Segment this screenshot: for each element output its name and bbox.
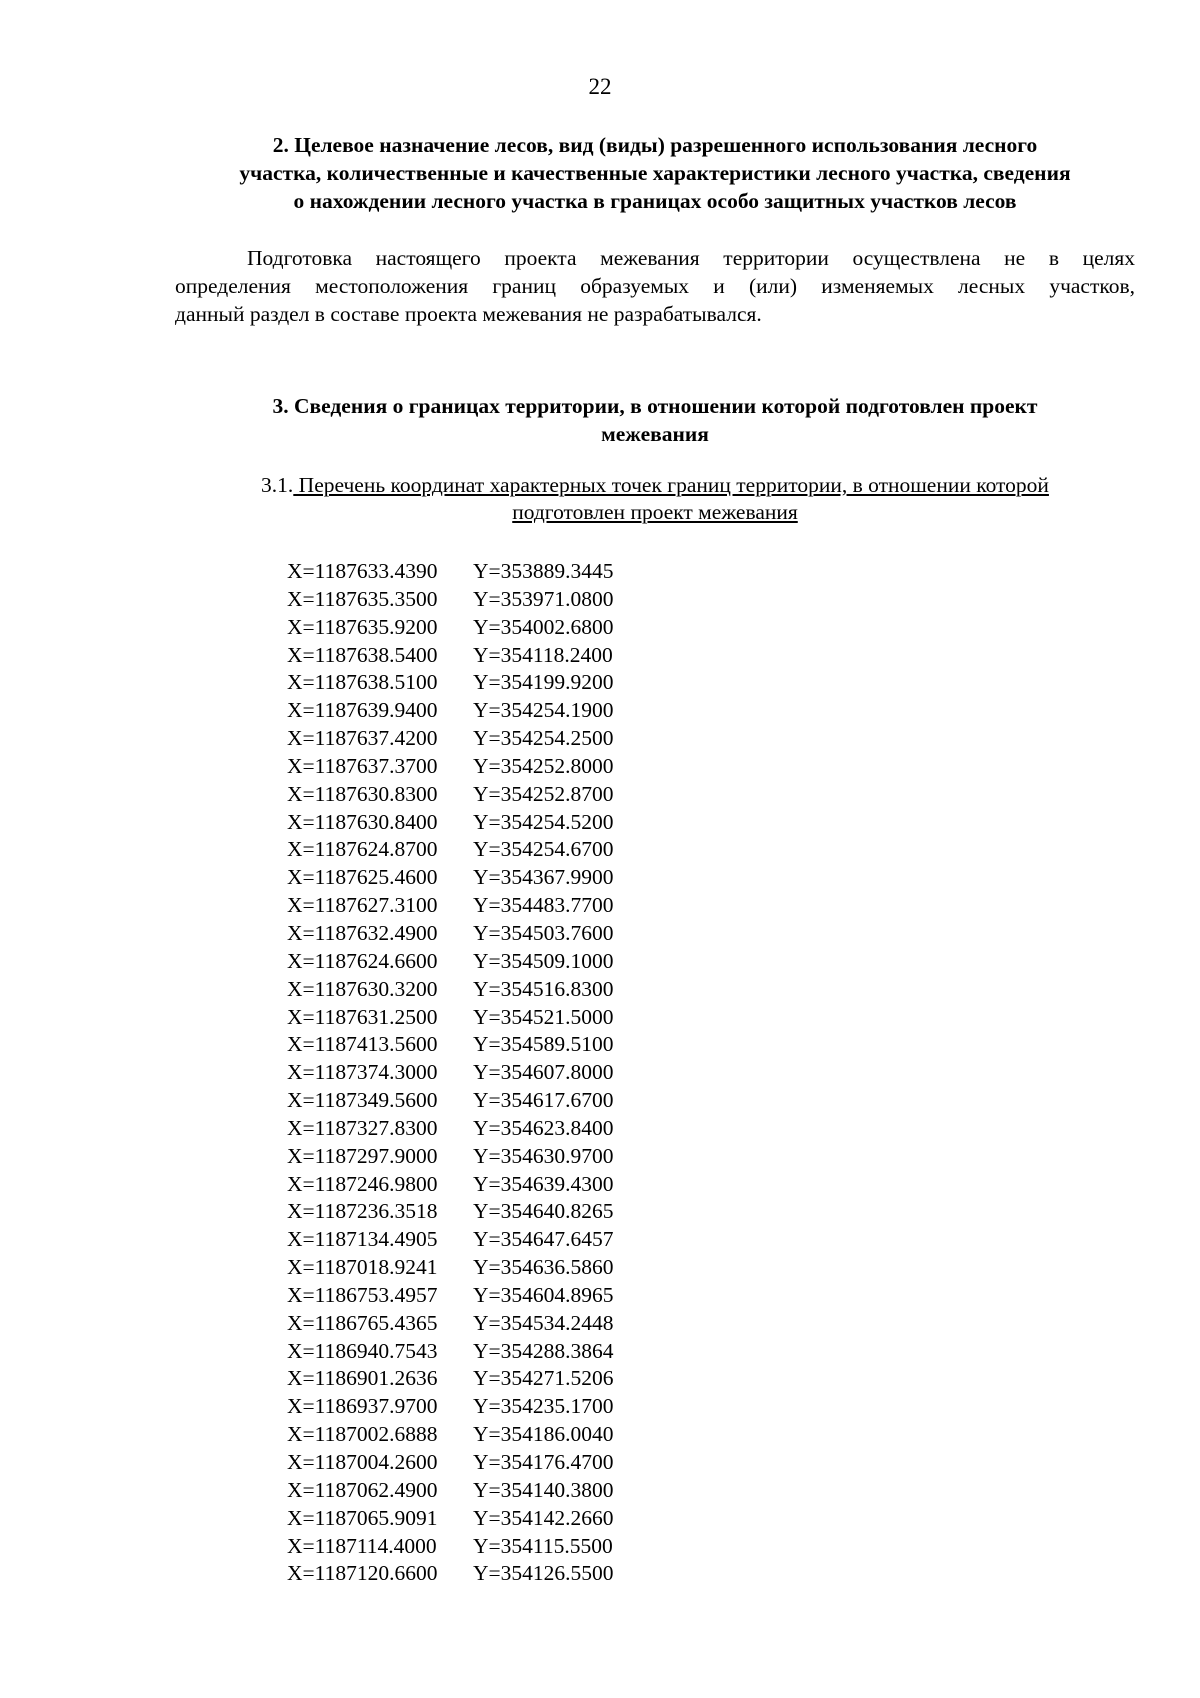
section-3-heading-line: 3. Сведения о границах территории, в отношении которой подготовлен проект <box>272 394 1038 418</box>
coordinate-y: Y=354623.8400 <box>473 1115 614 1140</box>
coordinate-y: Y=354254.5200 <box>473 809 614 834</box>
paragraph-line: определения местоположения границ образуемых и (или) изменяемых лесных участков, <box>175 274 1135 298</box>
coordinate-row <box>287 892 614 920</box>
coordinate-row <box>287 1310 614 1338</box>
coordinate-y: Y=354186.0040 <box>473 1422 614 1447</box>
subsection-3-1-heading <box>175 472 1135 526</box>
coordinate-row <box>287 1059 614 1087</box>
coordinate-y: Y=354604.8965 <box>473 1282 614 1307</box>
coordinate-y: Y=354630.9700 <box>473 1143 614 1168</box>
coordinate-row <box>287 614 614 642</box>
coordinate-row <box>287 1115 614 1143</box>
coordinate-y: Y=354509.1000 <box>473 948 614 973</box>
coordinate-x: X=1187635.3500 <box>287 586 438 611</box>
coordinate-x: X=1187637.4200 <box>287 726 438 751</box>
coordinate-row <box>287 1560 614 1588</box>
coordinate-row <box>287 1477 614 1505</box>
coordinate-row <box>287 1449 614 1477</box>
coordinate-y: Y=354126.5500 <box>473 1561 614 1586</box>
coordinate-y: Y=354176.4700 <box>473 1450 614 1474</box>
coordinate-x: X=1187004.2600 <box>287 1450 438 1474</box>
coordinate-x: X=1187120.6600 <box>287 1561 438 1586</box>
coordinate-x: X=1187635.9200 <box>287 614 438 639</box>
coordinate-row <box>287 1198 614 1226</box>
coordinate-y: Y=354002.6800 <box>473 614 614 639</box>
coordinate-x: X=1187002.6888 <box>287 1422 438 1447</box>
coordinate-row <box>287 836 614 864</box>
section-3-heading <box>175 392 1135 448</box>
coordinate-y: Y=354252.8700 <box>473 781 614 806</box>
coordinate-x: X=1187065.9091 <box>287 1505 438 1530</box>
section-3-heading-line: межевания <box>601 422 709 446</box>
section-2-heading-line: участка, количественные и качественные характеристики лесного участка, сведения <box>239 161 1071 185</box>
subsection-heading-line <box>175 472 1135 499</box>
coordinate-y: Y=354640.8265 <box>473 1199 614 1224</box>
coordinate-row <box>287 1365 614 1393</box>
coordinate-y: Y=354636.5860 <box>473 1255 614 1280</box>
coordinate-row <box>287 1254 614 1282</box>
coordinate-y: Y=353889.3445 <box>473 559 614 583</box>
section-2-paragraph <box>175 244 1135 328</box>
coordinate-x: X=1187632.4900 <box>287 920 438 945</box>
coordinate-row <box>287 1143 614 1171</box>
coordinate-y: Y=354516.8300 <box>473 976 614 1001</box>
coordinate-x: X=1187114.4000 <box>287 1533 437 1558</box>
coordinate-x: X=1187246.9800 <box>287 1171 438 1196</box>
coordinate-row <box>287 1226 614 1254</box>
coordinate-x: X=1187630.8400 <box>287 809 438 834</box>
coordinate-y: Y=354534.2448 <box>473 1310 614 1335</box>
coordinate-row <box>287 642 614 670</box>
coordinate-x: X=1187374.3000 <box>287 1060 438 1085</box>
coordinate-row <box>287 1031 614 1059</box>
coordinate-y: Y=354140.3800 <box>473 1477 614 1502</box>
coordinate-row <box>287 1087 614 1115</box>
coordinate-x: X=1187134.4905 <box>287 1227 438 1252</box>
coordinate-y: Y=354647.6457 <box>473 1227 614 1252</box>
coordinate-y: Y=354115.5500 <box>473 1533 613 1558</box>
coordinate-row <box>287 586 614 614</box>
coordinate-y: Y=354639.4300 <box>473 1171 614 1196</box>
coordinate-x: X=1187633.4390 <box>287 559 438 583</box>
coordinate-x: X=1186753.4957 <box>287 1282 438 1307</box>
coordinate-y: Y=354607.8000 <box>473 1060 614 1085</box>
coordinate-x: X=1187327.8300 <box>287 1115 438 1140</box>
coordinate-y: Y=354235.1700 <box>473 1394 614 1419</box>
coordinate-x: X=1187297.9000 <box>287 1143 438 1168</box>
coordinate-row <box>287 669 614 697</box>
coordinate-x: X=1187349.5600 <box>287 1088 438 1113</box>
coordinate-y: Y=354118.2400 <box>473 642 613 667</box>
coordinate-x: X=1187631.2500 <box>287 1004 438 1029</box>
coordinate-x: X=1187624.6600 <box>287 948 438 973</box>
coordinate-row <box>287 697 614 725</box>
coordinate-row <box>287 1421 614 1449</box>
coordinate-x: X=1187236.3518 <box>287 1199 438 1224</box>
coordinate-row <box>287 976 614 1004</box>
coordinate-row <box>287 1533 614 1561</box>
coordinate-row <box>287 725 614 753</box>
coordinate-x: X=1187062.4900 <box>287 1477 438 1502</box>
coordinate-x: X=1186765.4365 <box>287 1310 438 1335</box>
coordinate-x: X=1187624.8700 <box>287 837 438 862</box>
subsection-title: подготовлен проект межевания <box>512 500 798 524</box>
coordinate-y: Y=354254.2500 <box>473 726 614 751</box>
coordinate-y: Y=354254.6700 <box>473 837 614 862</box>
coordinate-y: Y=354288.3864 <box>473 1338 614 1363</box>
coordinate-x: X=1187630.3200 <box>287 976 438 1001</box>
coordinate-row <box>287 920 614 948</box>
coordinate-y: Y=353971.0800 <box>473 586 614 611</box>
paragraph-line: данный раздел в составе проекта межевания не разрабатывался. <box>175 302 762 326</box>
paragraph-line: Подготовка настоящего проекта межевания территории осуществлена не в целях <box>247 246 1135 270</box>
coordinate-x: X=1187413.5600 <box>287 1032 438 1057</box>
coordinate-x: X=1187627.3100 <box>287 893 438 918</box>
section-2-heading <box>175 131 1135 215</box>
coordinate-x: X=1186937.9700 <box>287 1394 438 1419</box>
coordinate-row <box>287 1393 614 1421</box>
coordinate-x: X=1187638.5400 <box>287 642 438 667</box>
coordinate-x: X=1187638.5100 <box>287 670 438 695</box>
coordinate-y: Y=354521.5000 <box>473 1004 614 1029</box>
coordinates-list <box>287 558 614 1588</box>
coordinate-x: X=1187625.4600 <box>287 865 438 890</box>
coordinate-x: X=1186940.7543 <box>287 1338 438 1363</box>
coordinate-y: Y=354254.1900 <box>473 698 614 723</box>
coordinate-row <box>287 1505 614 1533</box>
subsection-heading-line <box>175 499 1135 526</box>
coordinate-y: Y=354142.2660 <box>473 1505 614 1530</box>
coordinate-row <box>287 558 614 586</box>
coordinate-y: Y=354252.8000 <box>473 753 614 778</box>
coordinate-x: X=1187639.9400 <box>287 698 438 723</box>
coordinate-x: X=1187637.3700 <box>287 753 438 778</box>
section-2-heading-line: 2. Целевое назначение лесов, вид (виды) разрешенного использования лесного <box>272 133 1038 157</box>
coordinate-y: Y=354199.9200 <box>473 670 614 695</box>
subsection-number: 3.1. <box>261 473 294 497</box>
coordinate-row <box>287 753 614 781</box>
coordinate-row <box>287 1004 614 1032</box>
coordinate-y: Y=354271.5206 <box>473 1366 614 1391</box>
coordinate-y: Y=354483.7700 <box>473 893 614 918</box>
coordinate-row <box>287 948 614 976</box>
section-2-heading-line: о нахождении лесного участка в границах особо защитных участков лесов <box>293 189 1017 213</box>
coordinate-x: X=1186901.2636 <box>287 1366 438 1391</box>
coordinate-row <box>287 1338 614 1366</box>
subsection-title: Перечень координат характерных точек границ территории, в отношении которой <box>293 473 1049 497</box>
coordinate-row <box>287 1282 614 1310</box>
coordinate-row <box>287 864 614 892</box>
coordinate-y: Y=354617.6700 <box>473 1088 614 1113</box>
coordinate-y: Y=354367.9900 <box>473 865 614 890</box>
coordinate-x: X=1187630.8300 <box>287 781 438 806</box>
coordinate-y: Y=354589.5100 <box>473 1032 614 1057</box>
page-number: 22 <box>588 74 612 99</box>
coordinate-row <box>287 781 614 809</box>
coordinate-row <box>287 809 614 837</box>
coordinate-row <box>287 1171 614 1199</box>
coordinate-x: X=1187018.9241 <box>287 1255 438 1280</box>
coordinate-y: Y=354503.7600 <box>473 920 614 945</box>
